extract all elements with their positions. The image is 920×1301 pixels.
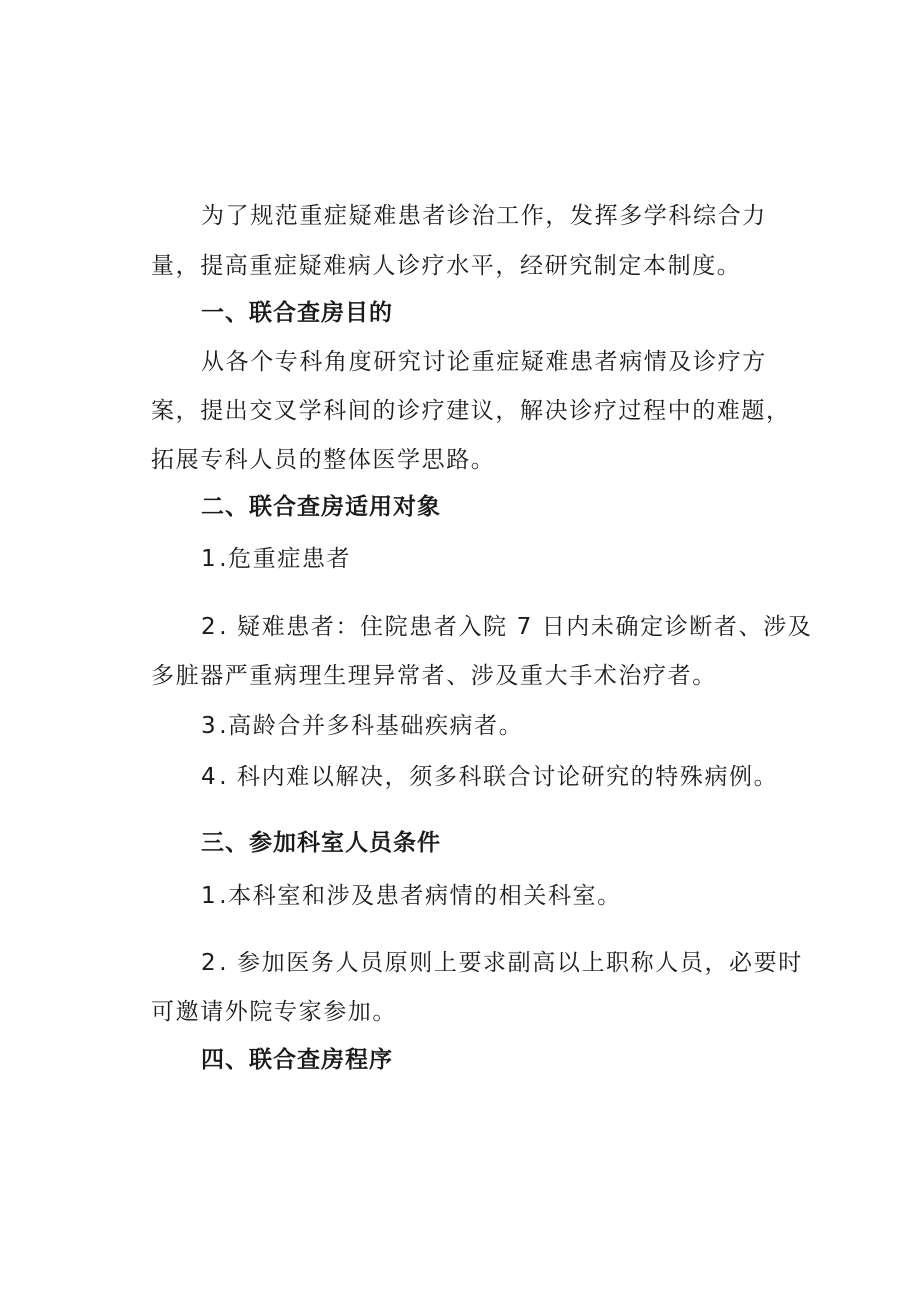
section-2-item-2 (201, 612, 812, 642)
item-number: 2 (201, 950, 218, 976)
item-text: .危重症患者 (219, 546, 352, 572)
item-number: 1 (201, 883, 218, 909)
section-1-para-line-2: 案，提出交叉学科间的诊疗建议，解决诊疗过程中的难题， (151, 398, 791, 424)
item-number: 3 (201, 713, 218, 739)
item-number: 1 (201, 546, 218, 572)
section-3-item-2-line-2: 可邀请外院专家参加。 (151, 999, 397, 1025)
intro-line-2: 量，提高重症疑难病人诊疗水平，经研究制定本制度。 (151, 253, 742, 279)
section-2-heading: 二、联合查房适用对象 (201, 494, 441, 520)
item-text: .高龄合并多科基础疾病者。 (219, 713, 524, 739)
section-1-para-line-1: 从各个专科角度研究讨论重症疑难患者病情及诊疗方 (201, 349, 767, 375)
item-text: . 参加医务人员原则上要求副高以上职称人员，必要时 (219, 950, 803, 976)
section-3-heading: 三、参加科室人员条件 (201, 830, 441, 856)
item-number: 4 (201, 764, 218, 790)
section-4-heading: 四、联合查房程序 (201, 1047, 393, 1073)
section-2-item-2-line-2: 多脏器严重病理生理异常者、涉及重大手术治疗者。 (151, 663, 717, 689)
section-1-para-line-3: 拓展专科人员的整体医学思路。 (151, 447, 496, 473)
section-1-heading: 一、联合查房目的 (201, 300, 393, 326)
section-3-item-1 (201, 881, 622, 911)
item-text: . 科内难以解决，须多科联合讨论研究的特殊病例。 (219, 764, 779, 790)
item-text: . 疑难患者：住院患者入院 7 日内未确定诊断者、涉及 (219, 614, 813, 640)
section-2-item-3 (201, 711, 523, 741)
item-text: .本科室和涉及患者病情的相关科室。 (219, 883, 622, 909)
section-2-item-1 (201, 544, 351, 574)
section-3-item-2 (201, 948, 803, 978)
item-number: 2 (201, 614, 218, 640)
section-2-item-4 (201, 762, 778, 792)
intro-line-1: 为了规范重症疑难患者诊治工作，发挥多学科综合力 (201, 203, 767, 229)
